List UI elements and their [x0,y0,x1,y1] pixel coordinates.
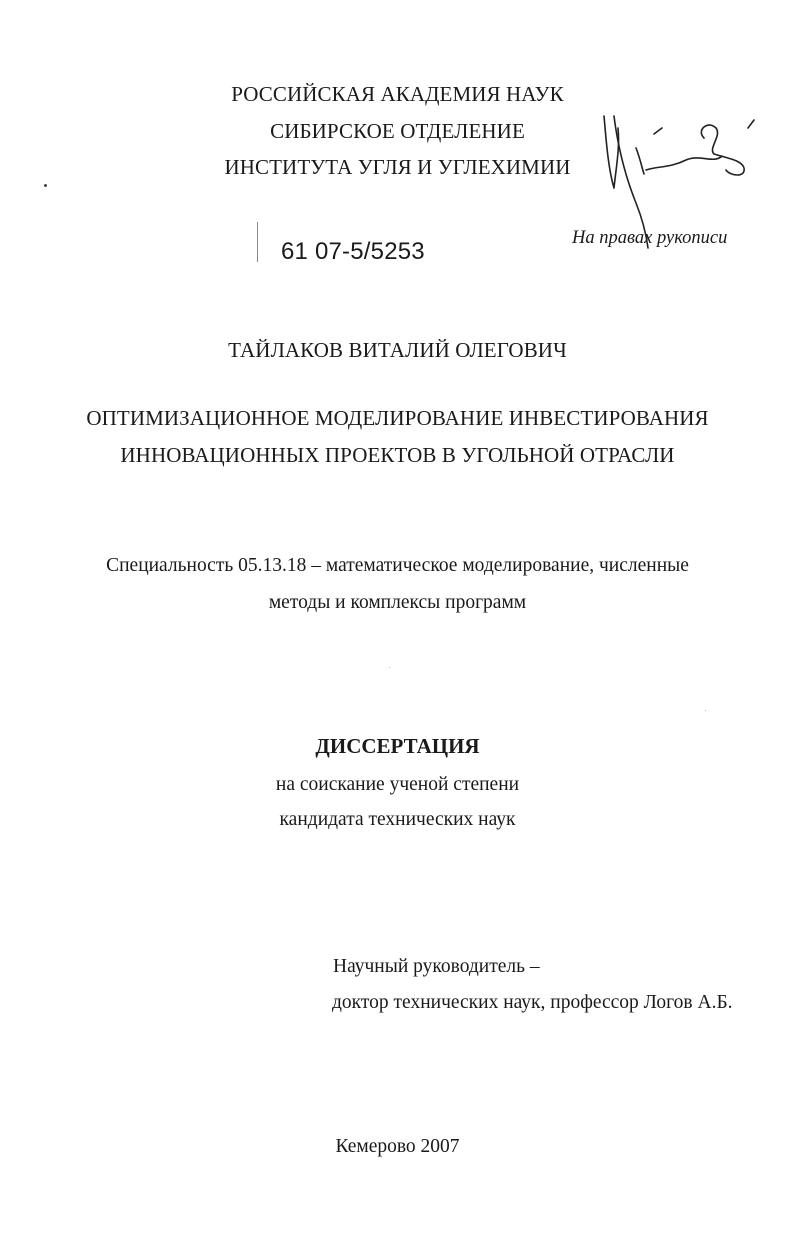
author-name: ТАЙЛАКОВ ВИТАЛИЙ ОЛЕГОВИЧ [228,338,567,362]
scan-speck [44,184,47,187]
place-year: Кемерово 2007 [335,1136,460,1157]
stamp-margin-line [257,222,258,262]
supervisor-name: доктор технических наук, профессор Логов А.Б. [332,992,733,1013]
rights-note: На правах рукописи [572,228,728,248]
header-line-branch: СИБИРСКОЕ ОТДЕЛЕНИЕ [270,119,525,143]
title-line-2: ИННОВАЦИОННЫХ ПРОЕКТОВ В УГОЛЬНОЙ ОТРАСЛИ [120,443,675,467]
archive-code: 61 07-5/5253 [281,238,425,265]
degree-line-1: на соискание ученой степени [275,774,520,795]
header-line-academy: РОССИЙСКАЯ АКАДЕМИЯ НАУК [231,82,564,106]
scan-speck [705,710,706,711]
scan-speck [389,667,390,668]
header-line-institute: ИНСТИТУТА УГЛЯ И УГЛЕХИМИИ [224,155,571,179]
specialty-line-2: методы и комплексы программ [268,592,527,613]
degree-line-2: кандидата технических наук [279,809,516,830]
title-line-1: ОПТИМИЗАЦИОННОЕ МОДЕЛИРОВАНИЕ ИНВЕСТИРОВАНИЯ [86,406,709,430]
supervisor-label: Научный руководитель – [333,956,540,977]
specialty-line-1: Специальность 05.13.18 – математическое моделирование, численные [106,555,689,576]
dissertation-heading: ДИССЕРТАЦИЯ [315,734,480,758]
